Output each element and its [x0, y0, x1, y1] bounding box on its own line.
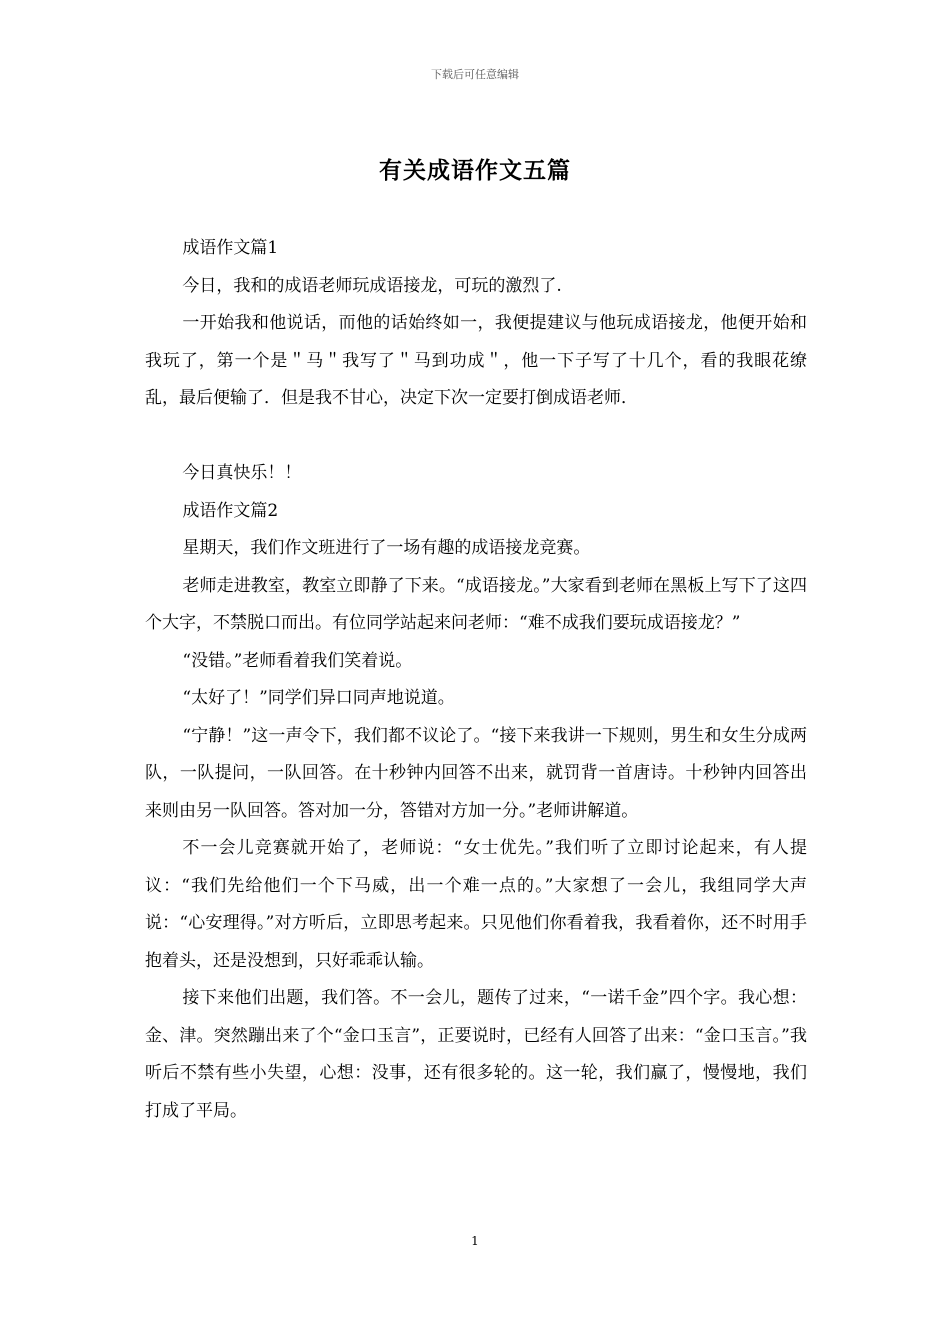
paragraph: 今日，我和的成语老师玩成语接龙，可玩的激烈了. [182, 275, 562, 296]
paragraph: 老师走进教室，教室立即静了下来。“成语接龙。”大家看到老师在黑板上写下了这四个大字，不禁脱口而出。有位同学站起来问老师：“难不成我们要玩成语接龙？” [145, 575, 807, 633]
paragraph: 成语作文篇2 [182, 500, 279, 521]
paragraph: 星期天，我们作文班进行了一场有趣的成语接龙竞赛。 [182, 538, 591, 558]
paragraph: 接下来他们出题，我们答。不一会儿，题传了过来，“一诺千金”四个字。我心想：金、津。突然蹦出来了个“金口玉言”，正要说时，已经有人回答了出来：“金口玉言。”我听后不禁有些小失望，心想：没事，还有很多轮的。这一轮，我们赢了，慢慢地，我们打成了平局。 [145, 988, 807, 1121]
paragraph: 不一会儿竞赛就开始了，老师说：“女士优先。”我们听了立即讨论起来，有人提议：“我们先给他们一个下马威，出一个难一点的。”大家想了一会儿，我组同学大声说：“心安理得。”对方听后，立即思考起来。只见他们你看着我，我看着你，还不时用手抱着头，还是没想到，只好乖乖认输。 [145, 838, 807, 971]
paragraph: 成语作文篇1 [182, 238, 279, 258]
paragraph: “宁静！”这一声令下，我们都不议论了。“接下来我讲一下规则，男生和女生分成两队，一队提问，一队回答。在十秒钟内回答不出来，就罚背一首唐诗。十秒钟内回答出来则由另一队回答。答对加一分，答错对方加一分。”老师讲解道。 [145, 725, 807, 821]
document-body [145, 230, 807, 1130]
paragraph: “没错。”老师看着我们笑着说。 [182, 650, 413, 671]
page-header: 下载后可任意编辑 [431, 68, 519, 81]
paragraph: “太好了！”同学们异口同声地说道。 [182, 688, 455, 708]
paragraph: 今日真快乐！！ [182, 463, 302, 483]
paragraph: 一开始我和他说话，而他的话始终如一，我便提建议与他玩成语接龙，他便开始和我玩了，第一个是＂马＂我写了＂马到功成＂，他一下子写了十几个，看的我眼花缭乱，最后便输了．但是我不甘心，决定下次一定要打倒成语老师． [145, 313, 807, 408]
document-title: 有关成语作文五篇 [379, 157, 571, 184]
page-number: 1 [471, 1234, 479, 1248]
